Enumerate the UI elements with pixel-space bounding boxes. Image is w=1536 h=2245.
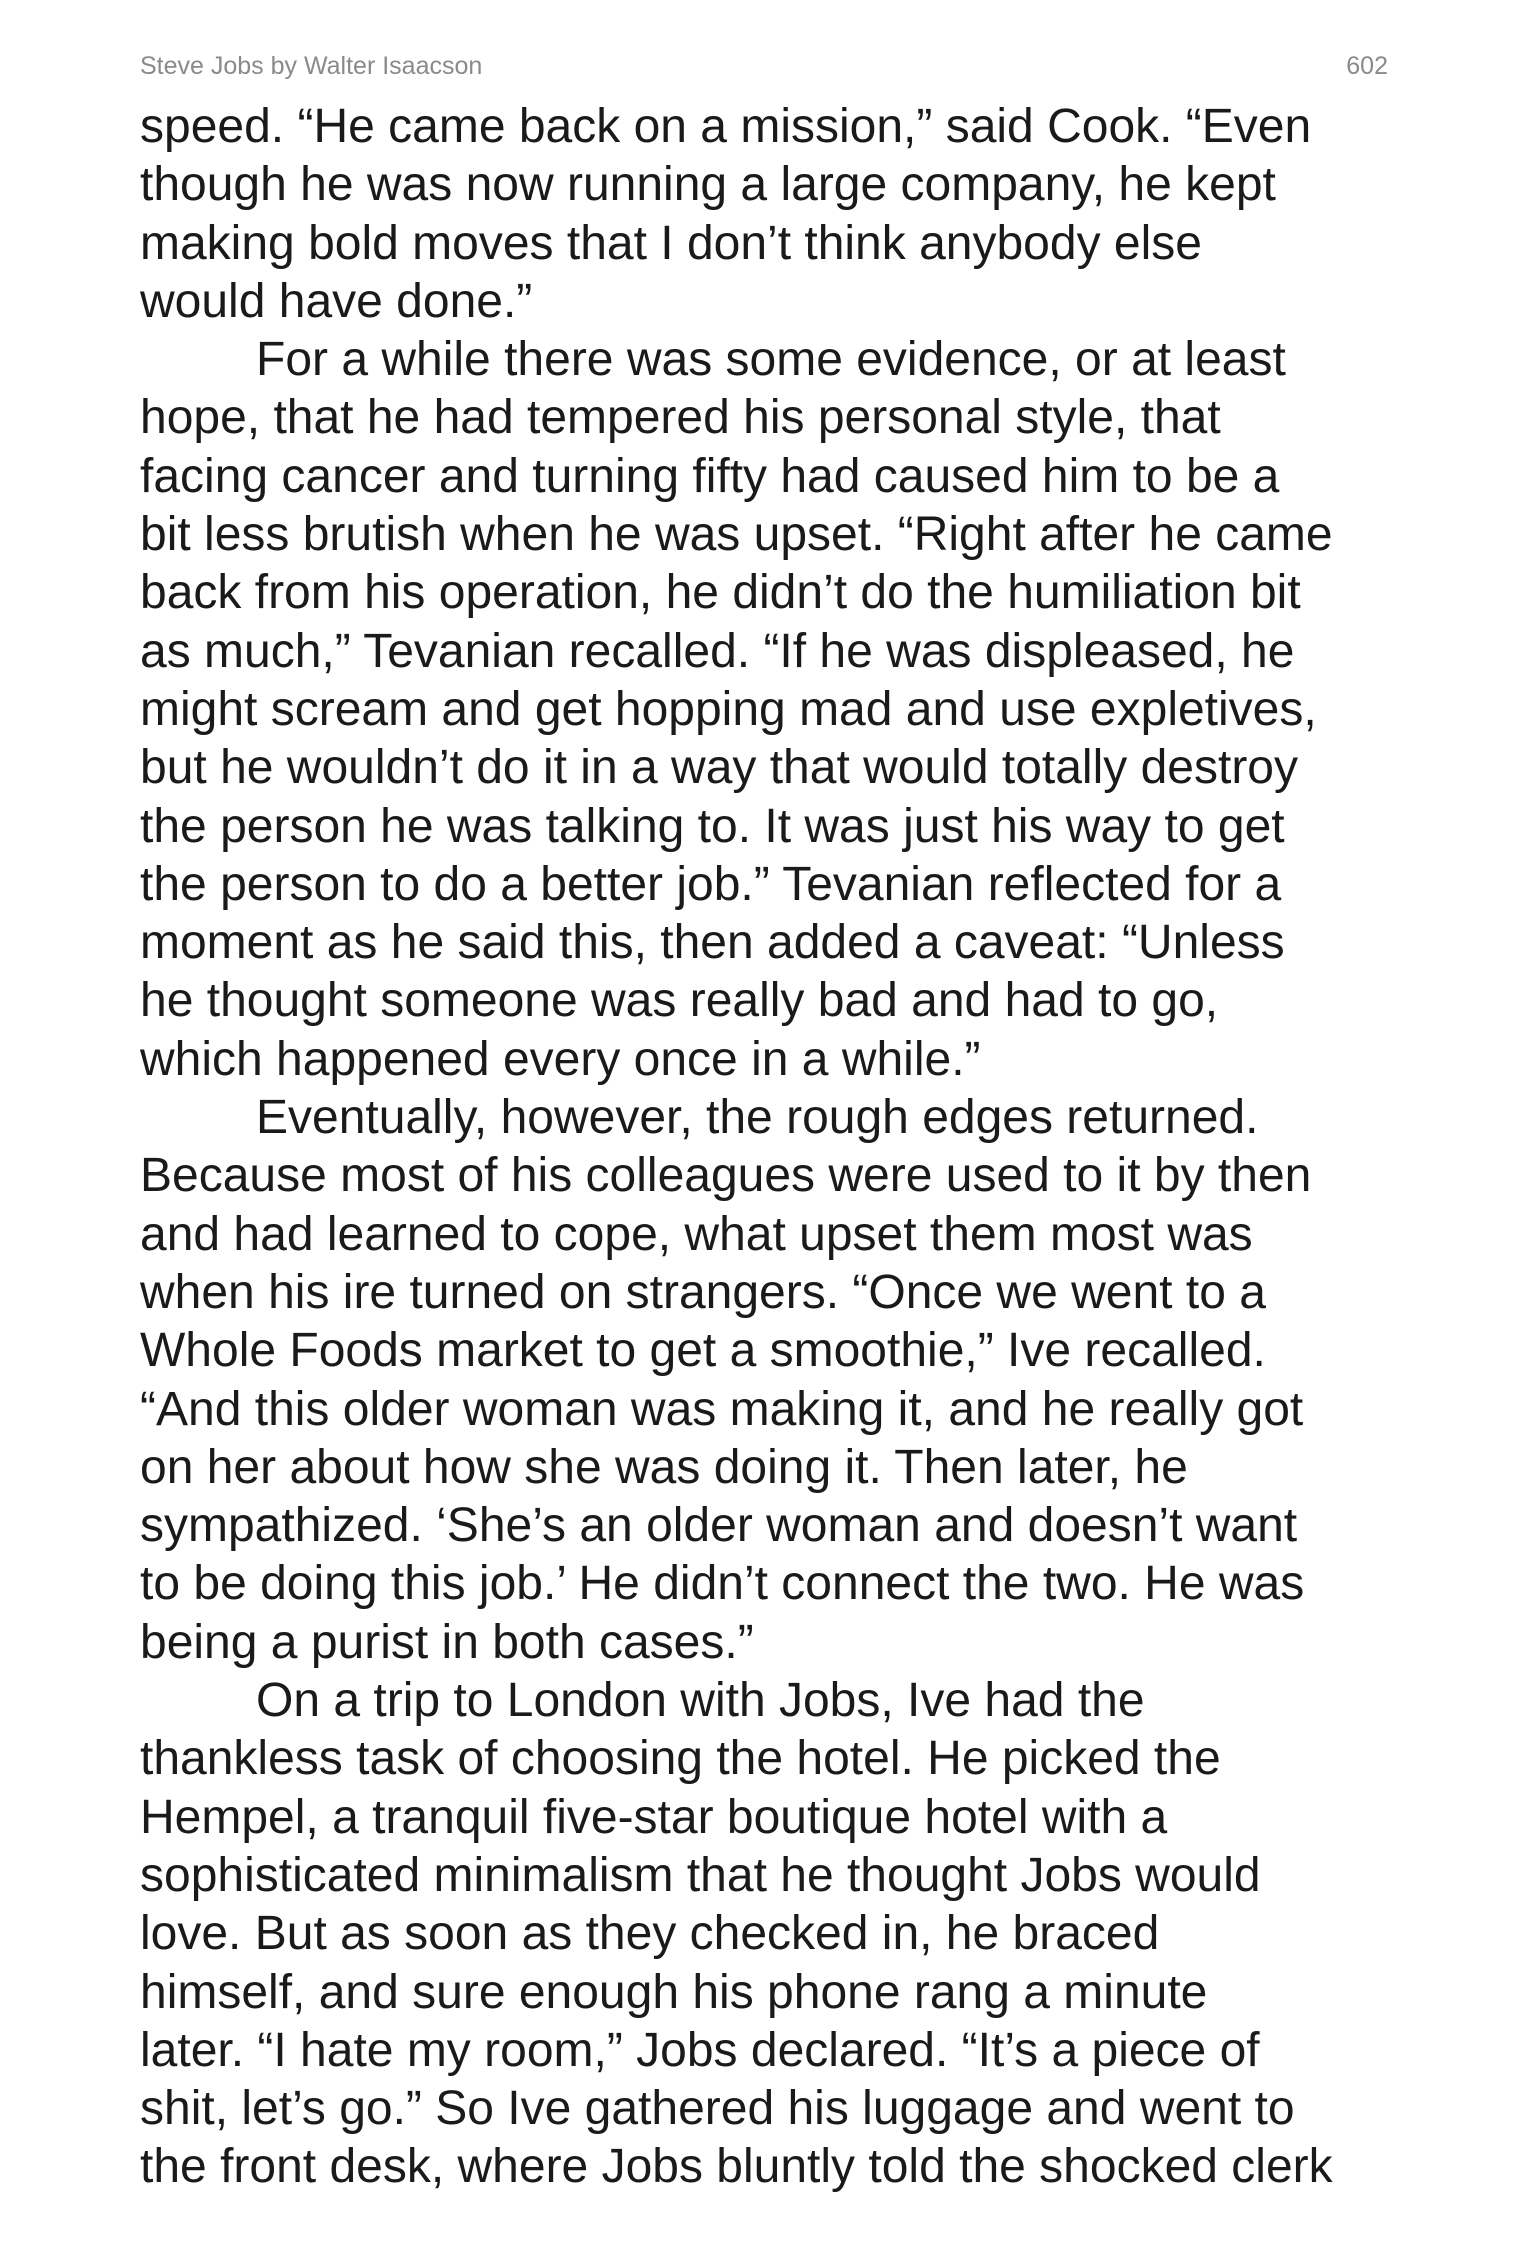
- page-header: [140, 48, 1388, 84]
- text-line: he thought someone was really bad and had to go,: [140, 974, 1219, 1028]
- text-line: back from his operation, he didn’t do the humiliation bit: [140, 566, 1301, 620]
- text-line: bit less brutish when he was upset. “Right after he came: [140, 508, 1333, 562]
- text-line: love. But as soon as they checked in, he braced: [140, 1907, 1160, 1961]
- text-line: though he was now running a large company, he kept: [140, 158, 1276, 212]
- text-line: shit, let’s go.” So Ive gathered his luggage and went to: [140, 2082, 1295, 2136]
- text-line: hope, that he had tempered his personal style, that: [140, 391, 1221, 445]
- text-line: might scream and get hopping mad and use expletives,: [140, 682, 1317, 736]
- text-line: moment as he said this, then added a caveat: “Unless: [140, 916, 1285, 970]
- text-line: Because most of his colleagues were used to it by then: [140, 1149, 1312, 1203]
- text-line: thankless task of choosing the hotel. He picked the: [140, 1732, 1221, 1786]
- text-line: making bold moves that I don’t think anybody else: [140, 216, 1202, 270]
- text-line: facing cancer and turning fifty had caused him to be a: [140, 449, 1280, 503]
- text-line: sophisticated minimalism that he thought Jobs would: [140, 1848, 1261, 1902]
- text-line: being a purist in both cases.”: [140, 1615, 754, 1669]
- text-line: Hempel, a tranquil five-star boutique hotel with a: [140, 1790, 1168, 1844]
- text-line: himself, and sure enough his phone rang a minute: [140, 1965, 1208, 2019]
- page-number: 602: [1346, 51, 1388, 80]
- text-line: the person he was talking to. It was just his way to get: [140, 799, 1285, 853]
- text-line: which happened every once in a while.”: [140, 1032, 981, 1086]
- text-line: sympathized. ‘She’s an older woman and doesn’t want: [140, 1499, 1298, 1553]
- text-line: “And this older woman was making it, and he really got: [140, 1382, 1304, 1436]
- text-line: but he wouldn’t do it in a way that would totally destroy: [140, 741, 1298, 795]
- text-line: Eventually, however, the rough edges returned.: [256, 1091, 1259, 1145]
- text-line: and had learned to cope, what upset them most was: [140, 1207, 1253, 1261]
- text-line: to be doing this job.’ He didn’t connect the two. He was: [140, 1557, 1305, 1611]
- text-line: Whole Foods market to get a smoothie,” Ive recalled.: [140, 1324, 1266, 1378]
- body-text: [140, 98, 1400, 2197]
- text-line: on her about how she was doing it. Then later, he: [140, 1440, 1188, 1494]
- text-line: speed. “He came back on a mission,” said Cook. “Even: [140, 100, 1312, 153]
- text-line: later. “I hate my room,” Jobs declared. “It’s a piece of: [140, 2023, 1260, 2077]
- text-line: would have done.”: [140, 274, 533, 328]
- text-line: On a trip to London with Jobs, Ive had the: [256, 1674, 1145, 1728]
- text-line: as much,” Tevanian recalled. “If he was displeased, he: [140, 624, 1295, 678]
- text-line: the front desk, where Jobs bluntly told the shocked clerk: [140, 2140, 1333, 2194]
- text-line: For a while there was some evidence, or at least: [256, 333, 1286, 387]
- text-line: when his ire turned on strangers. “Once we went to a: [140, 1265, 1266, 1319]
- text-line: the person to do a better job.” Tevanian reflected for a: [140, 857, 1282, 911]
- book-title: Steve Jobs by Walter Isaacson: [140, 51, 483, 80]
